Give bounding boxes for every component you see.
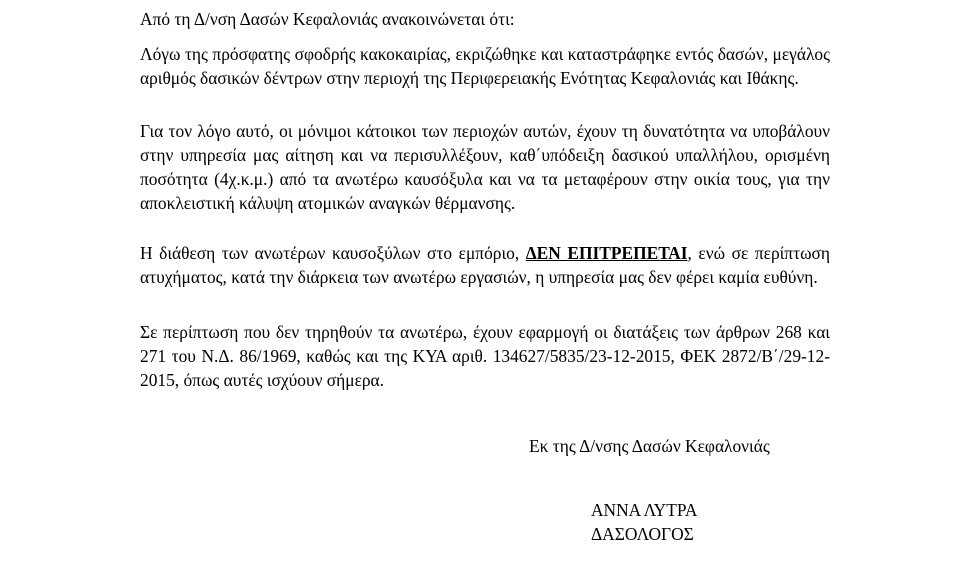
paragraph-storm-damage: Λόγω της πρόσφατης σφοδρής κακοκαιρίας, εκριζώθηκε και καταστράφηκε εντός δασών, μεγάλος αριθμός δασικών δέντρων στην περιοχή της Περιφερειακής Ενότητας Κεφαλονιάς και Ιθάκης.: [140, 44, 830, 88]
paragraph-3-before: Η διάθεση των ανωτέρων καυσοξύλων στο εμπόριο,: [140, 243, 526, 263]
signatory-name: ΑΝΝΑ ΛΥΤΡΑ: [591, 500, 698, 520]
paragraph-residents-collection: Για τον λόγο αυτό, οι μόνιμοι κάτοικοι των περιοχών αυτών, έχουν τη δυνατότητα να υποβάλουν στην υπηρεσία μας αίτηση και να περισυλλέξουν, καθ΄υπόδειξη δασικού υπαλλήλου, ορισμένη ποσότητα (4χ.κ.μ.) από τα ανωτέρω καυσόξυλα και να τα μεταφέρουν στην οικία τους, για την αποκλειστική κάλυψη ατομικών αναγκών θέρμανσης.: [140, 121, 830, 213]
signatory-title: ΔΑΣΟΛΟΓΟΣ: [591, 524, 694, 544]
paragraph-3-after: , ενώ σε περίπτωση ατυχήματος, κατά την διάρκεια των ανωτέρω εργασιών, η υπηρεσία μας δεν φέρει καμία ευθύνη.: [140, 243, 830, 287]
not-permitted-emphasis: ΔΕΝ ΕΠΙΤΡΕΠΕΤΑΙ: [525, 243, 688, 263]
intro-line: Από τη Δ/νση Δασών Κεφαλονιάς ανακοινώνεται ότι:: [140, 9, 515, 29]
issuer-line: Εκ της Δ/νσης Δασών Κεφαλονιάς: [529, 436, 770, 456]
paragraph-trade-prohibited: [140, 241, 830, 289]
paragraph-legal-provisions: Σε περίπτωση που δεν τηρηθούν τα ανωτέρω, έχουν εφαρμογή οι διατάξεις των άρθρων 268 και 271 του Ν.Δ. 86/1969, καθώς και της ΚΥΑ αριθ. 134627/5835/23-12-2015, ΦΕΚ 2872/Β΄/29-12-2015, όπως αυτές ισχύουν σήμερα.: [140, 322, 830, 390]
